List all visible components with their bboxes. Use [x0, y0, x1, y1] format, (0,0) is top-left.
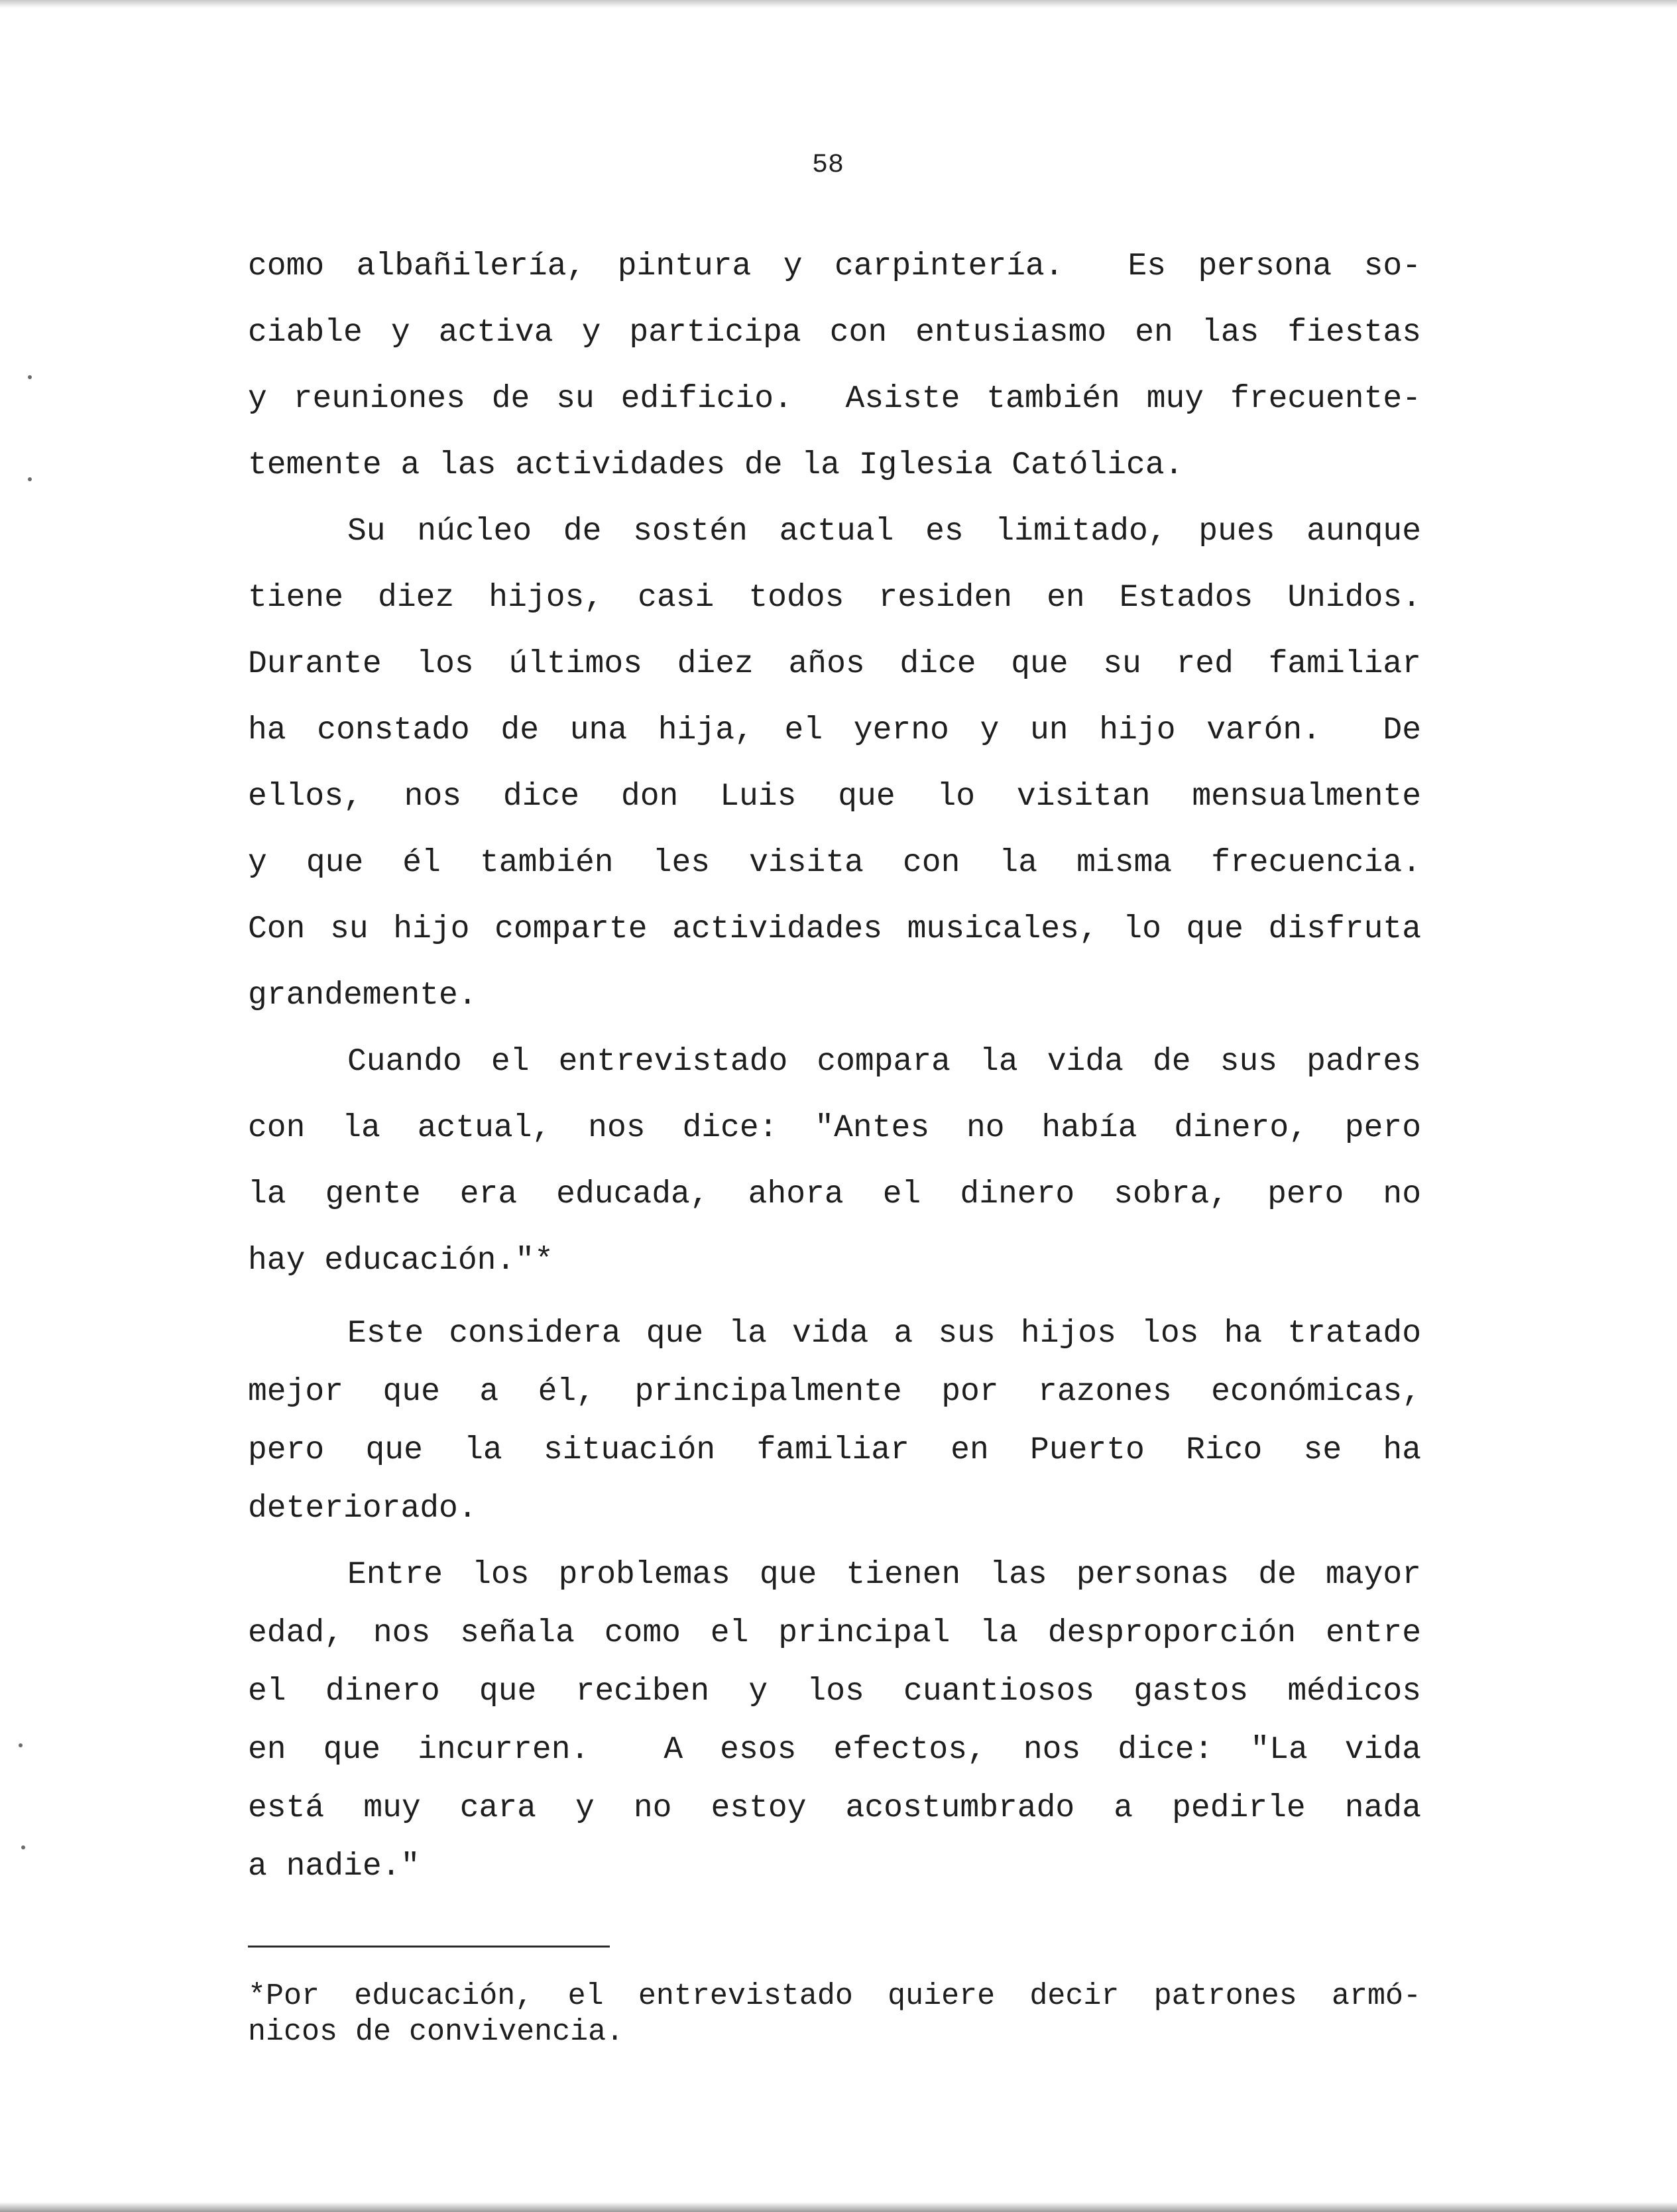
- text-line: mejor que a él, principalmente por razones económicas,: [248, 1374, 1421, 1410]
- text-line: ha constado de una hija, el yerno y un hijo varón. De: [248, 713, 1421, 748]
- text-line: a nadie.": [248, 1849, 420, 1885]
- scan-top-edge: [0, 0, 1677, 8]
- text-line: deteriorado.: [248, 1491, 477, 1527]
- scan-speck: [19, 1743, 23, 1747]
- text-line: con la actual, nos dice: "Antes no había dinero, pero: [248, 1110, 1421, 1146]
- text-line: en que incurren. A esos efectos, nos dice: "La vida: [248, 1732, 1421, 1768]
- text-line: temente a las actividades de la Iglesia Católica.: [248, 447, 1184, 483]
- scan-speck: [21, 1845, 25, 1849]
- text-line: Durante los últimos diez años dice que su red familiar: [248, 646, 1421, 682]
- text-line: pero que la situación familiar en Puerto Rico se ha: [248, 1432, 1421, 1468]
- text-line: Su núcleo de sostén actual es limitado, pues aunque: [347, 514, 1421, 550]
- text-line: ellos, nos dice don Luis que lo visitan mensualmente: [248, 779, 1421, 815]
- text-line: Este considera que la vida a sus hijos los ha tratado: [347, 1316, 1421, 1352]
- text-line: la gente era educada, ahora el dinero sobra, pero no: [248, 1177, 1421, 1212]
- text-line: tiene diez hijos, casi todos residen en Estados Unidos.: [248, 580, 1421, 616]
- text-line: Entre los problemas que tienen las personas de mayor: [347, 1557, 1421, 1593]
- text-line: Cuando el entrevistado compara la vida de sus padres: [347, 1044, 1421, 1080]
- scan-speck: [28, 375, 32, 379]
- footnote-line: *Por educación, el entrevistado quiere decir patrones armó-: [248, 1979, 1421, 2013]
- text-line: el dinero que reciben y los cuantiosos gastos médicos: [248, 1674, 1421, 1710]
- text-line: Con su hijo comparte actividades musicales, lo que disfruta: [248, 911, 1421, 947]
- text-line: ciable y activa y participa con entusiasmo en las fiestas: [248, 315, 1421, 351]
- scan-speck: [28, 477, 32, 481]
- text-line: edad, nos señala como el principal la desproporción entre: [248, 1615, 1421, 1651]
- text-line: hay educación."*: [248, 1243, 553, 1279]
- footnote-separator: [248, 1946, 610, 1948]
- text-line: y que él también les visita con la misma frecuencia.: [248, 845, 1421, 881]
- text-line: está muy cara y no estoy acostumbrado a pedirle nada: [248, 1790, 1421, 1826]
- scan-bottom-edge: [0, 2202, 1677, 2212]
- text-line: como albañilería, pintura y carpintería. Es persona so-: [248, 249, 1421, 284]
- text-line: y reuniones de su edificio. Asiste también muy frecuente-: [248, 381, 1421, 417]
- page-number: 58: [812, 150, 844, 180]
- text-line: grandemente.: [248, 978, 477, 1014]
- footnote-line: nicos de convivencia.: [248, 2015, 624, 2049]
